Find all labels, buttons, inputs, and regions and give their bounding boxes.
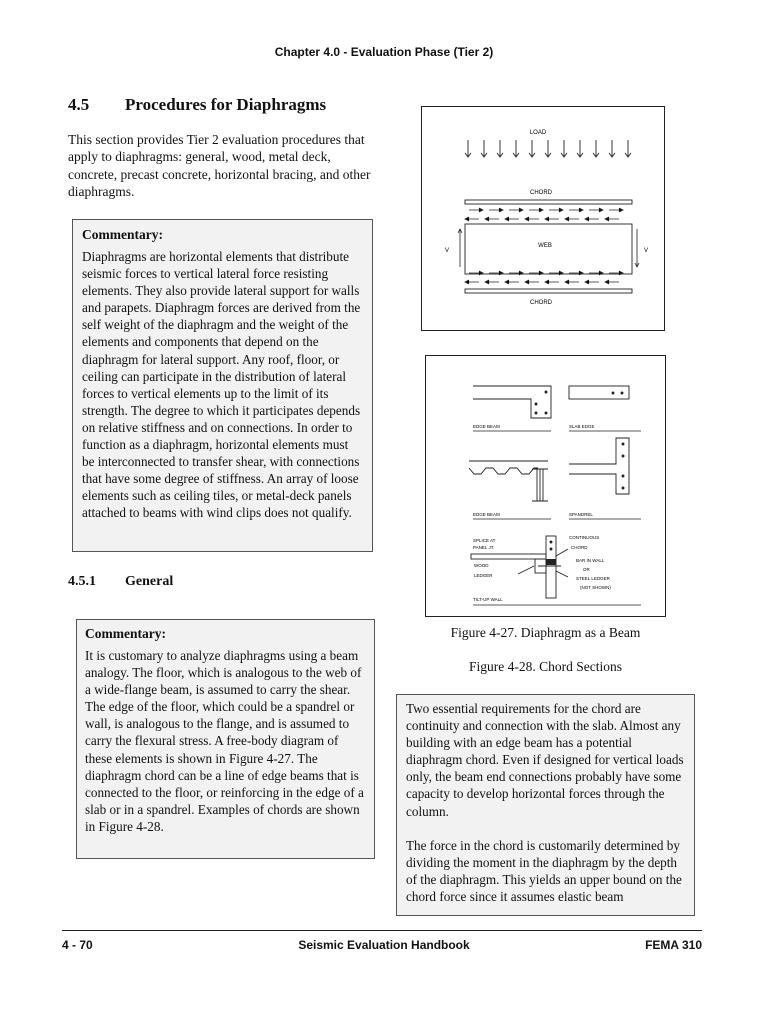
not-shown-label: (NOT SHOWN) xyxy=(580,585,611,590)
footer-title: Seismic Evaluation Handbook xyxy=(298,938,470,952)
commentary-heading: Commentary: xyxy=(82,227,163,242)
footer-doc-id: FEMA 310 xyxy=(645,938,702,952)
tilt-up-wall-label: TILT-UP WALL xyxy=(473,597,503,602)
page-number: 4 - 70 xyxy=(62,938,93,952)
ledger-label: LEDGER xyxy=(474,573,493,578)
web-panel xyxy=(465,224,632,274)
slab-edge-label: SLAB EDGE xyxy=(569,424,595,429)
web-label: WEB xyxy=(538,243,552,249)
figure-4-28-caption: Figure 4-28. Chord Sections xyxy=(469,659,622,674)
bottom-chord xyxy=(465,289,632,293)
load-label: LOAD xyxy=(529,130,547,136)
bar-in-wall-label: BAR IN WALL xyxy=(576,558,605,563)
slab-edge-section xyxy=(569,386,629,399)
top-shear-arrows xyxy=(465,208,623,221)
bottom-shear-arrows xyxy=(465,271,623,284)
chord-label: CHORD xyxy=(571,545,588,550)
chord-sections-diagram xyxy=(426,356,667,618)
chapter-header: Chapter 4.0 - Evaluation Phase (Tier 2) xyxy=(274,45,494,59)
edge-beam-section-2 xyxy=(469,461,548,501)
edge-beam-label-2: EDGE BEAM xyxy=(473,512,500,517)
chord-sidebar-box xyxy=(396,694,695,916)
chord-top-label: CHORD xyxy=(530,190,552,196)
subsection-title: General xyxy=(125,574,174,589)
sidebar-paragraph-2: The force in the chord is customarily determined by dividing the moment in the diaphragm by the depth of the diaphragm. This yields an upper bound on the chord force since it assumes elastic beam xyxy=(406,837,682,904)
top-chord xyxy=(465,200,632,204)
commentary-box-general xyxy=(76,619,375,859)
panel-jt-label: PANEL JT. xyxy=(473,545,495,550)
chord-bottom-label: CHORD xyxy=(530,300,552,306)
figure-4-28-chord-sections xyxy=(425,355,666,617)
footer-rule xyxy=(62,930,702,931)
section-number: 4.5 xyxy=(68,95,90,114)
wood-label: WOOD xyxy=(474,563,489,568)
spandrel-section xyxy=(569,438,629,494)
commentary-box-diaphragms xyxy=(72,219,373,552)
v-right-label: V xyxy=(643,248,649,254)
steel-ledger-label: STEEL LEDGER xyxy=(576,576,610,581)
section-title: Procedures for Diaphragms xyxy=(125,95,327,114)
figure-4-27-caption: Figure 4-27. Diaphragm as a Beam xyxy=(450,625,641,640)
commentary-text: It is customary to analyze diaphragms using a beam analogy. The floor, which is analogous to the web of a wide-flange beam, is assumed to carry the shear. The edge of the floor, which could be a spandrel or wall, is analogous to the flange, and is assumed to carry the flexural stress. A free-body diagram of these elements is shown in Figure 4-27. The diaphragm chord can be a line of edge beams that is connected to the floor, or reinforcing in the edge of a slab or in a spandrel. Examples of chords are shown in Figure 4-28. xyxy=(85,648,364,834)
edge-beam-section-1 xyxy=(473,386,551,418)
or-label: OR xyxy=(583,567,590,572)
continuous-label: CONTINUOUS xyxy=(569,535,600,540)
sidebar-paragraph-1: Two essential requirements for the chord are continuity and connection with the slab. Almost any building with an edge beam has a potential diaphragm chord. Even if designed for vertical loads only, the beam end connections probably have some capacity to develop horizontal forces through the column. xyxy=(406,701,684,819)
figure-4-27-diaphragm-as-beam xyxy=(421,106,665,331)
edge-beam-label-1: EDGE BEAM xyxy=(473,424,500,429)
commentary-text: Diaphragms are horizontal elements that distribute seismic forces to vertical lateral force resisting elements. They also provide lateral support for walls and parapets. Diaphragm forces are derived from the self weight of the diaphragm and the weight of the elements and components that depend on the diaphragm for lateral support. Any roof, floor, or ceiling can participate in the distribution of lateral forces to vertical elements up to the limit of its strength. The degree to which it participates depends on relative stiffness and on connections. In order to function as a diaphragm, horizontal elements must be interconnected to transfer shear, with connections that have some degree of stiffness. An array of loose elements such as ceiling tiles, or metal-deck panels attached to beams with wind clips does not qualify. xyxy=(82,249,361,521)
load-arrows xyxy=(465,140,631,157)
commentary-heading: Commentary: xyxy=(85,626,166,641)
subsection-number: 4.5.1 xyxy=(68,574,96,589)
section-heading xyxy=(68,95,326,115)
splice-at-label: SPLICE AT xyxy=(473,538,496,543)
diaphragm-beam-diagram xyxy=(422,107,666,332)
spandrel-label: SPANDREL xyxy=(569,512,593,517)
subsection-heading xyxy=(68,574,173,590)
section-intro: This section provides Tier 2 evaluation procedures that apply to diaphragms: general, wood, metal deck, concrete, precast concrete, horizontal bracing, and other diaphragms. xyxy=(68,132,371,199)
v-left-label: V xyxy=(444,248,450,254)
